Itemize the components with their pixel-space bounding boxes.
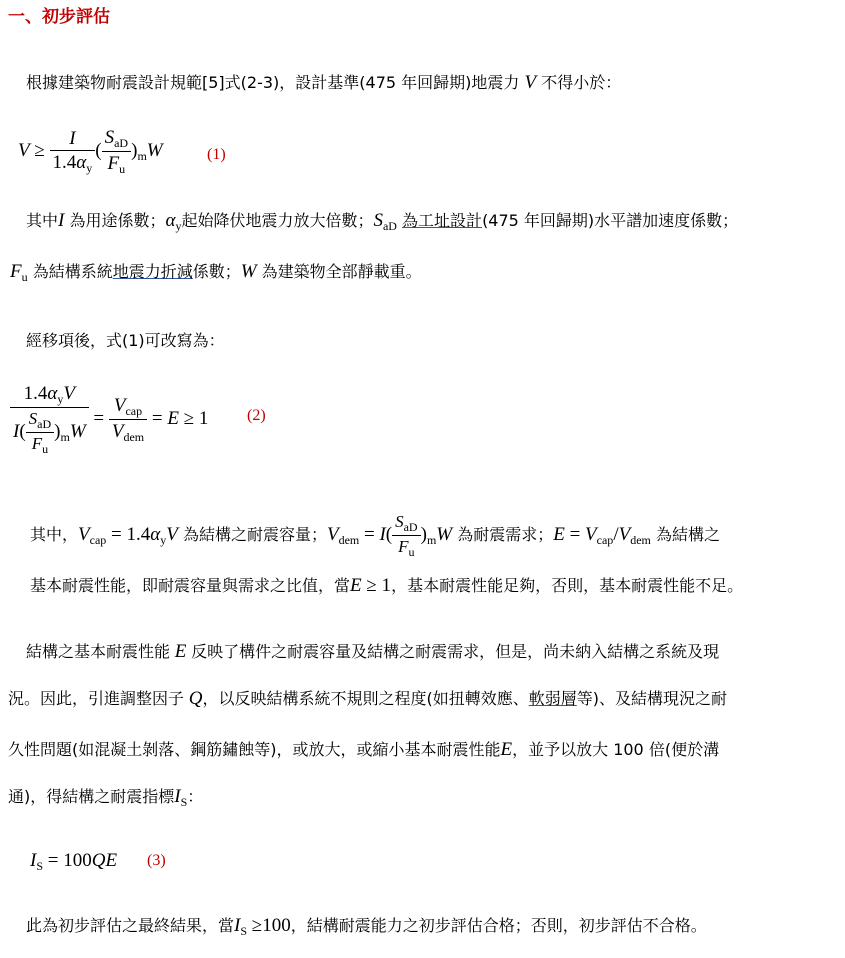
adj-text-b: 反映了構件之耐震容量及結構之耐震需求，但是，尚未納入結構之系統及現 [191, 642, 720, 661]
adjustment-line-4 [8, 787, 203, 808]
var-Q: Q [184, 688, 203, 709]
def-text-h: 係數； [192, 262, 241, 281]
adj-text-h: ，並予以放大 100 倍(便於溝 [512, 740, 720, 759]
equation-1: V ≥ $\frac{I}{1.4\alpha_y}$ ( $\frac{S_{aD}}{F_u}$ )$_mW$ [18, 127, 163, 176]
conclusion-paragraph [26, 916, 707, 937]
var-E-2: E [500, 739, 513, 760]
concl-text-b: ，結構耐震能力之初步評估合格；否則，初步評估不合格。 [290, 916, 707, 935]
is-ge-100: $I_S \ge 100$ [234, 915, 291, 938]
adj-text-i: 通)，得結構之耐震指標 [8, 787, 175, 806]
capacity-line-1 [30, 513, 720, 558]
adj-text-a: 結構之基本耐震性能 [26, 642, 171, 661]
cap-text-e: 基本耐震性能，即耐震容量與需求之比值，當 [30, 576, 351, 595]
capacity-line-2 [30, 576, 743, 595]
cap-text-f: ，基本耐震性能足夠，否則，基本耐震性能不足。 [391, 576, 744, 595]
adj-text-j: ： [187, 787, 204, 806]
adj-text-d: ，以反映結構系統不規則之程度(如扭轉效應、 [202, 689, 529, 708]
intro-tail: 不得小於： [541, 73, 622, 92]
adj-text-g: 久性問題(如混凝土剝落、鋼筋鏽蝕等)，或放大，或縮小基本耐震性能 [8, 740, 501, 759]
def-text-g: 地震力折減 [112, 262, 193, 281]
var-Fu: $F_u$ [10, 261, 28, 284]
equation-2: $1.4\alpha_yV$ I( $\frac{S_{aD}}{F_u}$ )$_mW$ = $\frac{V_{cap}}{V_{dem}}$ = E ≥ 1 [10, 384, 208, 455]
cap-text-b: 為結構之耐震容量； [182, 524, 327, 544]
def-text-c: 起始降伏地震力放大倍數； [181, 211, 374, 230]
e-expr: $E = V_{cap}/V_{dem}$ [553, 523, 651, 547]
adj-text-e: 軟弱層 [528, 689, 577, 708]
def-text-f: 為結構系統 [32, 262, 113, 281]
e-ge-1: E ≥ 1 [350, 575, 392, 596]
cap-text-a: 其中， [30, 524, 79, 544]
concl-text-a: 此為初步評估之最終結果，當 [26, 916, 235, 935]
cap-text-c: 為耐震需求； [457, 524, 554, 544]
cap-text-d: 為結構之 [655, 524, 720, 544]
vcap-expr: $V_{cap} = 1.4\alpha_yV$ [78, 523, 178, 547]
equation-3-label: (3) [147, 852, 166, 869]
vdem-expr: $V_{dem} = I$( $\frac{S_{aD}}{F_u}$ )$_mW$ [326, 512, 453, 559]
equation-1-label: (1) [207, 146, 226, 163]
intro-paragraph [26, 73, 621, 92]
transform-paragraph: 經移項後，式(1)可改寫為： [26, 331, 225, 350]
definition-line-1 [26, 211, 738, 232]
var-V: V [524, 72, 537, 93]
def-text-e: (475 年回歸期)水平譜加速度係數； [482, 211, 739, 230]
var-E: E [170, 641, 192, 662]
adjustment-line-2 [8, 689, 727, 708]
def-text-d: 為工址設計 [402, 211, 483, 230]
equation-3: $I_S = 100QE$ [30, 850, 118, 873]
var-W: W [240, 261, 257, 282]
def-text-i: 為建築物全部靜載重。 [261, 262, 422, 281]
equation-2-label: (2) [247, 407, 266, 424]
definition-line-2 [10, 262, 422, 283]
adjustment-line-1 [26, 642, 719, 661]
adjustment-line-3 [8, 740, 719, 759]
var-alpha: $\alpha_y$ [165, 210, 182, 233]
intro-text: 根據建築物耐震設計規範[5]式(2-3)，設計基準(475 年回歸期)地震力 [26, 73, 520, 92]
def-text-a: 其中 [26, 211, 59, 230]
var-I: I [58, 210, 65, 231]
section-heading: 一、初步評估 [8, 7, 110, 27]
var-Is: $I_S$ [174, 786, 188, 809]
adj-text-c: 況。因此，引進調整因子 [8, 689, 185, 708]
def-text-b: 為用途係數； [69, 211, 166, 230]
adj-text-f: 等)、及結構現況之耐 [576, 689, 728, 708]
var-Sad: $S_{aD}$ [373, 210, 397, 233]
